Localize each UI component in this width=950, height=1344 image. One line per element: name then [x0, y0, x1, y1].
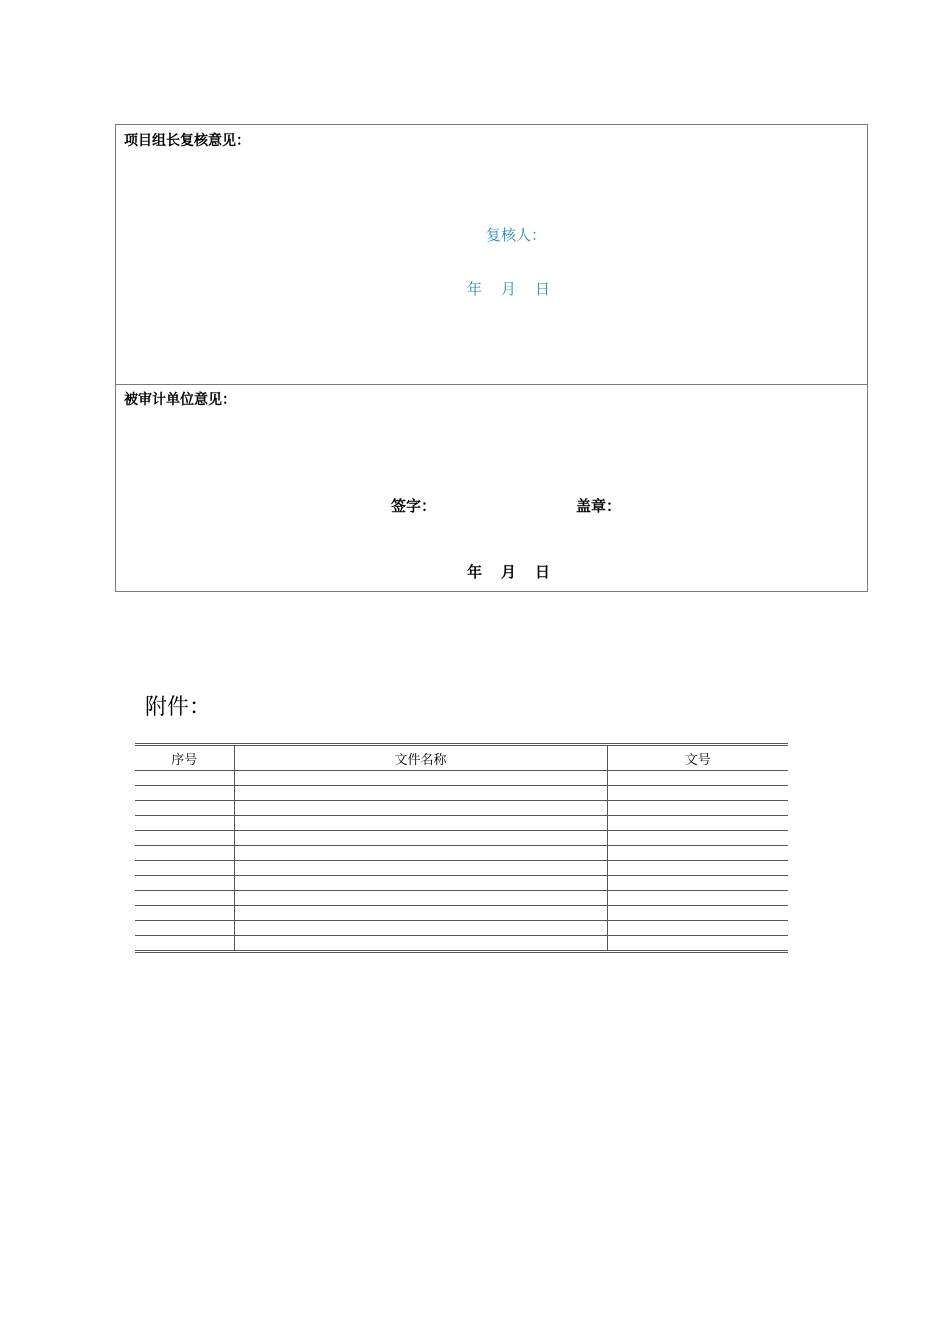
review-heading: 项目组长复核意见： — [124, 133, 250, 149]
cell-index — [135, 906, 234, 921]
review-date-month: 月 — [501, 280, 517, 298]
table-row — [135, 906, 788, 921]
cell-docnumber — [607, 816, 788, 831]
cell-filename — [234, 846, 607, 861]
cell-docnumber — [607, 936, 788, 952]
attachments-body — [135, 771, 788, 952]
cell-docnumber — [607, 786, 788, 801]
audited-unit-heading: 被审计单位意见： — [124, 392, 236, 408]
table-row — [135, 831, 788, 846]
column-header-index: 序号 — [135, 745, 234, 771]
cell-docnumber — [607, 921, 788, 936]
table-row — [135, 801, 788, 816]
cell-filename — [234, 816, 607, 831]
table-row — [135, 936, 788, 952]
review-date-day: 日 — [535, 280, 551, 298]
cell-index — [135, 771, 234, 786]
table-row — [135, 846, 788, 861]
cell-index — [135, 936, 234, 952]
unit-date-year: 年 — [467, 563, 483, 581]
cell-filename — [234, 771, 607, 786]
table-header-row — [135, 745, 788, 771]
review-date-year: 年 — [467, 280, 483, 298]
unit-date-month: 月 — [501, 563, 517, 581]
cell-docnumber — [607, 861, 788, 876]
cell-index — [135, 786, 234, 801]
table-row — [135, 771, 788, 786]
table-row — [135, 891, 788, 906]
column-header-filename: 文件名称 — [234, 745, 607, 771]
cell-filename — [234, 921, 607, 936]
table-row — [135, 861, 788, 876]
cell-filename — [234, 801, 607, 816]
cell-docnumber — [607, 891, 788, 906]
cell-docnumber — [607, 876, 788, 891]
cell-index — [135, 921, 234, 936]
cell-filename — [234, 786, 607, 801]
review-section — [116, 125, 867, 385]
unit-date-day: 日 — [535, 563, 551, 581]
cell-index — [135, 831, 234, 846]
table-row — [135, 921, 788, 936]
table-row — [135, 876, 788, 891]
sign-label: 签字： — [391, 497, 437, 515]
table-row — [135, 786, 788, 801]
table-row — [135, 816, 788, 831]
cell-docnumber — [607, 831, 788, 846]
attachments-table — [135, 743, 788, 953]
audited-unit-section — [116, 384, 867, 592]
cell-index — [135, 876, 234, 891]
cell-filename — [234, 876, 607, 891]
cell-docnumber — [607, 846, 788, 861]
cell-filename — [234, 936, 607, 952]
reviewer-label: 复核人： — [486, 226, 547, 244]
cell-index — [135, 816, 234, 831]
cell-docnumber — [607, 801, 788, 816]
cell-docnumber — [607, 906, 788, 921]
attachments-title: 附件： — [145, 695, 212, 720]
opinion-form — [115, 124, 868, 592]
cell-index — [135, 861, 234, 876]
cell-index — [135, 801, 234, 816]
cell-index — [135, 846, 234, 861]
cell-docnumber — [607, 771, 788, 786]
cell-filename — [234, 906, 607, 921]
cell-filename — [234, 891, 607, 906]
cell-filename — [234, 861, 607, 876]
cell-filename — [234, 831, 607, 846]
column-header-docnumber: 文号 — [607, 745, 788, 771]
cell-index — [135, 891, 234, 906]
seal-label: 盖章： — [576, 497, 622, 515]
